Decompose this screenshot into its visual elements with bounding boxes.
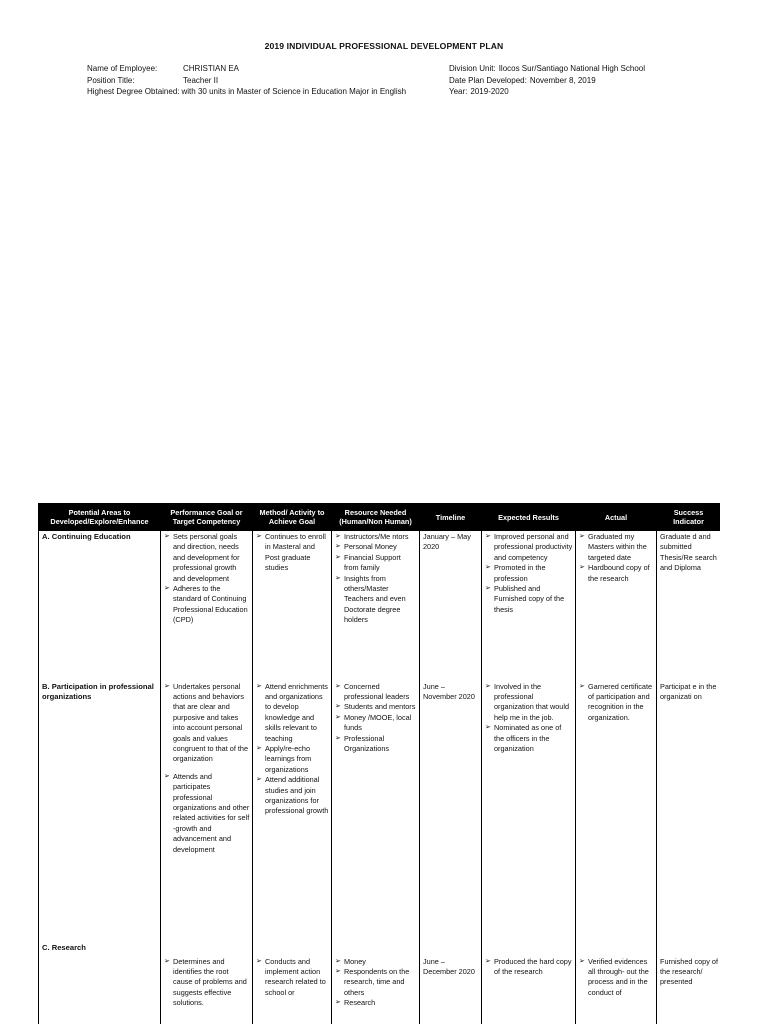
arrow-bullet-icon: ➢ bbox=[485, 585, 491, 593]
timeline-cell bbox=[420, 531, 482, 681]
bullet-item bbox=[335, 713, 417, 734]
arrow-bullet-icon: ➢ bbox=[256, 776, 262, 784]
bullet-text: Verified evidences all through- out the process and in the conduct of bbox=[588, 956, 649, 997]
bullet-item bbox=[485, 563, 573, 584]
cell-paragraph bbox=[579, 563, 654, 584]
bullet-item bbox=[335, 682, 417, 703]
arrow-bullet-icon: ➢ bbox=[485, 682, 491, 690]
arrow-bullet-icon: ➢ bbox=[335, 553, 341, 561]
meta-value: CHRISTIAN EA bbox=[183, 64, 240, 73]
cell-paragraph bbox=[579, 532, 654, 563]
document-title: 2019 INDIVIDUAL PROFESSIONAL DEVELOPMENT PLAN bbox=[264, 41, 504, 51]
cell-paragraph bbox=[335, 734, 417, 755]
resource-cell bbox=[332, 531, 420, 681]
arrow-bullet-icon: ➢ bbox=[164, 957, 170, 965]
header-timeline: Timeline bbox=[420, 504, 482, 531]
bullet-item bbox=[256, 775, 329, 817]
bullet-text: Attend enrichments and organizations to develop knowledge and skills relevant to teaching bbox=[265, 681, 328, 743]
bullet-item bbox=[485, 584, 573, 615]
bullet-text: Apply/re-echo learnings from organizations bbox=[265, 743, 312, 774]
arrow-bullet-icon: ➢ bbox=[335, 734, 341, 742]
bullet-item bbox=[579, 682, 654, 724]
arrow-bullet-icon: ➢ bbox=[256, 744, 262, 752]
arrow-bullet-icon: ➢ bbox=[579, 533, 585, 540]
bullet-text: Respondents on the research, time and others bbox=[344, 966, 410, 997]
meta-value: Ilocos Sur/Santiago National High School bbox=[498, 64, 645, 73]
cell-text: January – May 2020 bbox=[423, 532, 471, 552]
cell-paragraph bbox=[485, 584, 573, 615]
arrow-bullet-icon: ➢ bbox=[164, 682, 170, 690]
goal-cell bbox=[161, 531, 253, 681]
cell-paragraph bbox=[335, 553, 417, 574]
meta-label: Date Plan Developed: bbox=[449, 75, 527, 85]
header-expected: Expected Results bbox=[482, 504, 576, 531]
arrow-bullet-icon: ➢ bbox=[579, 682, 585, 690]
cell-text: June – December 2020 bbox=[423, 956, 475, 976]
bullet-text: Concerned professional leaders bbox=[344, 681, 410, 701]
bullet-item bbox=[579, 563, 654, 584]
arrow-bullet-icon: ➢ bbox=[335, 543, 341, 551]
bullet-text: Money bbox=[344, 956, 366, 966]
bullet-item bbox=[579, 532, 654, 563]
bullet-text: Graduated my Masters within the targeted date bbox=[588, 532, 647, 562]
bullet-item bbox=[164, 682, 250, 765]
cell-paragraph bbox=[335, 702, 417, 712]
meta-row-name bbox=[87, 63, 406, 75]
cell-paragraph bbox=[423, 957, 479, 978]
arrow-bullet-icon: ➢ bbox=[579, 957, 585, 965]
header-areas: Potential Areas to Developed/Explore/Enhance bbox=[39, 504, 161, 531]
meta-row-position bbox=[87, 75, 406, 87]
bullet-item bbox=[256, 532, 329, 574]
cell-paragraph bbox=[256, 744, 329, 775]
arrow-bullet-icon: ➢ bbox=[485, 564, 491, 572]
bullet-text: Promoted in the profession bbox=[494, 563, 546, 583]
bullet-text: Conducts and implement action research related to school or bbox=[265, 956, 326, 997]
header-success: Success Indicator bbox=[657, 504, 721, 531]
meta-value: November 8, 2019 bbox=[529, 75, 596, 85]
table-row bbox=[39, 531, 721, 681]
area-cell: B. Participation in professional organizations bbox=[39, 681, 161, 943]
meta-row-degree bbox=[87, 86, 406, 98]
meta-value: 2019-2020 bbox=[470, 87, 509, 96]
method-cell bbox=[253, 531, 332, 681]
resource-cell bbox=[332, 943, 420, 1024]
division-info bbox=[449, 63, 645, 98]
bullet-item bbox=[335, 967, 417, 998]
bullet-text: Published and Furnished copy of the thesis bbox=[494, 584, 565, 614]
cell-paragraph bbox=[335, 542, 417, 552]
arrow-bullet-icon: ➢ bbox=[335, 967, 341, 975]
timeline-cell bbox=[420, 681, 482, 943]
cell-paragraph bbox=[423, 682, 479, 703]
arrow-bullet-icon: ➢ bbox=[335, 999, 341, 1007]
bullet-item bbox=[579, 957, 654, 999]
success-cell bbox=[657, 681, 721, 943]
actual-cell bbox=[576, 531, 657, 681]
employee-info bbox=[87, 63, 406, 98]
cell-paragraph bbox=[164, 532, 250, 584]
table-body bbox=[39, 531, 721, 1024]
bullet-item bbox=[335, 553, 417, 574]
bullet-text: Financial Support from family bbox=[344, 552, 401, 573]
bullet-item bbox=[164, 772, 250, 855]
bullet-item bbox=[485, 723, 573, 754]
arrow-bullet-icon: ➢ bbox=[485, 533, 491, 540]
arrow-bullet-icon: ➢ bbox=[335, 533, 341, 540]
meta-label: Year: bbox=[449, 87, 468, 96]
cell-paragraph bbox=[660, 682, 718, 703]
cell-paragraph bbox=[256, 957, 329, 999]
bullet-item bbox=[256, 744, 329, 775]
bullet-item bbox=[256, 682, 329, 744]
arrow-bullet-icon: ➢ bbox=[164, 533, 170, 540]
bullet-item bbox=[335, 957, 417, 967]
expected-cell bbox=[482, 531, 576, 681]
bullet-text: Insights from others/Master Teachers and even Doctorate degree holders bbox=[344, 573, 406, 625]
bullet-item bbox=[164, 957, 250, 1009]
arrow-bullet-icon: ➢ bbox=[164, 772, 170, 780]
header-resource: Resource Needed (Human/Non Human) bbox=[332, 504, 420, 531]
cell-paragraph bbox=[335, 957, 417, 967]
development-plan-table bbox=[38, 503, 720, 1024]
bullet-text: Nominated as one of the officers in the organization bbox=[494, 723, 562, 753]
cell-paragraph bbox=[164, 682, 250, 765]
table-row bbox=[39, 681, 721, 943]
bullet-item bbox=[164, 584, 250, 626]
header-goal: Performance Goal or Target Competency bbox=[161, 504, 253, 531]
cell-paragraph bbox=[485, 723, 573, 754]
cell-paragraph bbox=[256, 532, 329, 574]
bullet-text: Determines and identifies the root cause of problems and suggests effective solutions. bbox=[173, 956, 247, 1008]
arrow-bullet-icon: ➢ bbox=[256, 682, 262, 690]
meta-label: Name of Employee: bbox=[87, 64, 158, 73]
success-cell bbox=[657, 943, 721, 1024]
cell-paragraph bbox=[485, 682, 573, 724]
bullet-item bbox=[335, 998, 417, 1008]
cell-text: Participat e in the organizati on bbox=[660, 681, 717, 701]
bullet-text: Students and mentors bbox=[344, 702, 416, 712]
meta-label: Division Unit: bbox=[449, 64, 496, 73]
bullet-text: Professional Organizations bbox=[344, 733, 390, 753]
plan-table-container bbox=[38, 503, 720, 1024]
bullet-item bbox=[335, 532, 417, 542]
cell-paragraph bbox=[256, 682, 329, 744]
resource-cell bbox=[332, 681, 420, 943]
cell-paragraph bbox=[335, 713, 417, 734]
bullet-item bbox=[485, 682, 573, 724]
method-cell bbox=[253, 943, 332, 1024]
bullet-item bbox=[335, 734, 417, 755]
goal-cell bbox=[161, 943, 253, 1024]
bullet-item bbox=[485, 532, 573, 563]
actual-cell bbox=[576, 943, 657, 1024]
bullet-text: Produced the hard copy of the research bbox=[494, 956, 572, 976]
bullet-text: Garnered certificate of participation and recognition in the organization. bbox=[588, 681, 653, 722]
bullet-item bbox=[335, 574, 417, 626]
bullet-text: Hardbound copy of the research bbox=[588, 563, 650, 583]
cell-paragraph bbox=[164, 957, 250, 1009]
meta-row-division bbox=[449, 63, 645, 75]
arrow-bullet-icon: ➢ bbox=[485, 957, 491, 965]
cell-paragraph bbox=[164, 772, 250, 855]
area-cell: A. Continuing Education bbox=[39, 531, 161, 681]
method-cell bbox=[253, 681, 332, 943]
table-header-row bbox=[39, 504, 721, 531]
actual-cell bbox=[576, 681, 657, 943]
goal-cell bbox=[161, 681, 253, 943]
bullet-item bbox=[335, 542, 417, 552]
meta-label: Position Title: bbox=[87, 75, 135, 85]
bullet-text: Adheres to the standard of Continuing Professional Education (CPD) bbox=[173, 584, 248, 625]
expected-cell bbox=[482, 681, 576, 943]
header-actual: Actual bbox=[576, 504, 657, 531]
cell-paragraph bbox=[423, 532, 479, 553]
arrow-bullet-icon: ➢ bbox=[256, 533, 262, 540]
meta-row-date bbox=[449, 75, 645, 87]
cell-paragraph bbox=[485, 532, 573, 563]
cell-text: June – November 2020 bbox=[423, 681, 475, 701]
cell-paragraph bbox=[256, 775, 329, 817]
bullet-text: Instructors/Me ntors bbox=[344, 532, 409, 541]
bullet-text: Sets personal goals and direction, needs and development for professional growth and development bbox=[173, 532, 240, 583]
cell-paragraph bbox=[660, 532, 718, 574]
cell-paragraph bbox=[335, 967, 417, 998]
bullet-text: Attends and participates professional organizations and other related activities for self -growth and advancement and development bbox=[173, 771, 250, 854]
cell-text: Graduate d and submitted Thesis/Re search and Diploma bbox=[660, 532, 717, 573]
bullet-text: Involved in the professional organization that would help me in the job. bbox=[494, 681, 570, 722]
cell-paragraph bbox=[335, 682, 417, 703]
cell-text: Furnished copy of the research/ presented bbox=[660, 956, 719, 987]
meta-label: Highest Degree Obtained: bbox=[87, 87, 180, 96]
cell-paragraph bbox=[485, 563, 573, 584]
bullet-item bbox=[256, 957, 329, 999]
cell-paragraph bbox=[579, 957, 654, 999]
area-cell: C. Research bbox=[39, 943, 161, 1024]
meta-value: Teacher II bbox=[183, 75, 219, 85]
meta-row-year bbox=[449, 86, 645, 98]
arrow-bullet-icon: ➢ bbox=[579, 564, 585, 572]
cell-paragraph bbox=[579, 682, 654, 724]
cell-paragraph bbox=[335, 574, 417, 626]
arrow-bullet-icon: ➢ bbox=[335, 713, 341, 721]
bullet-text: Continues to enroll in Masteral and Post graduate studies bbox=[265, 532, 326, 573]
arrow-bullet-icon: ➢ bbox=[335, 957, 341, 965]
cell-paragraph bbox=[164, 584, 250, 626]
bullet-text: Personal Money bbox=[344, 542, 397, 552]
bullet-item bbox=[485, 957, 573, 978]
arrow-bullet-icon: ➢ bbox=[335, 682, 341, 690]
arrow-bullet-icon: ➢ bbox=[335, 574, 341, 582]
cell-paragraph bbox=[485, 957, 573, 978]
cell-paragraph bbox=[335, 998, 417, 1008]
bullet-item bbox=[164, 532, 250, 584]
bullet-item bbox=[335, 702, 417, 712]
expected-cell bbox=[482, 943, 576, 1024]
meta-value: with 30 units in Master of Science in Education Major in English bbox=[181, 87, 407, 96]
table-row bbox=[39, 943, 721, 1024]
cell-paragraph bbox=[660, 957, 718, 988]
cell-paragraph bbox=[335, 532, 417, 542]
success-cell bbox=[657, 531, 721, 681]
arrow-bullet-icon: ➢ bbox=[335, 703, 341, 711]
arrow-bullet-icon: ➢ bbox=[485, 724, 491, 732]
arrow-bullet-icon: ➢ bbox=[256, 957, 262, 965]
bullet-text: Undertakes personal actions and behaviors that are clear and purposive and takes into account personal goals and values congruent to that of the organization bbox=[173, 681, 249, 764]
timeline-cell bbox=[420, 943, 482, 1024]
bullet-text: Research bbox=[344, 998, 376, 1008]
bullet-text: Improved personal and professional productivity and competency bbox=[494, 532, 573, 562]
bullet-text: Money /MOOE, local funds bbox=[344, 712, 412, 733]
header-method: Method/ Activity to Achieve Goal bbox=[253, 504, 332, 531]
bullet-text: Attend additional studies and join organizations for professional growth bbox=[265, 775, 329, 816]
arrow-bullet-icon: ➢ bbox=[164, 585, 170, 593]
